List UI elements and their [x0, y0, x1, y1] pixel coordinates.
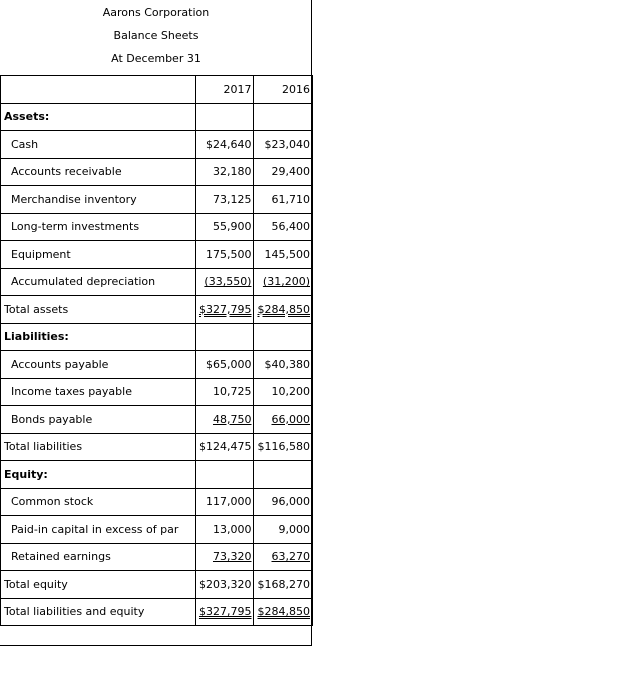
- cell-2016: 56,400: [254, 213, 313, 241]
- row-label: Total assets: [1, 296, 196, 324]
- row-common-stock: [1, 488, 313, 516]
- row-merchandise-inventory: [1, 186, 313, 214]
- row-total-equity: [1, 571, 313, 599]
- cell-2017: 48,750: [212, 412, 252, 426]
- row-accumulated-depreciation: [1, 268, 313, 296]
- cell-2016: $168,270: [254, 571, 313, 599]
- row-accounts-payable: [1, 351, 313, 379]
- row-label: Cash: [1, 131, 196, 159]
- statement-title: Balance Sheets: [113, 29, 199, 42]
- cell-2016: $284,850: [257, 302, 310, 316]
- row-label: Total equity: [1, 571, 196, 599]
- row-label: Accounts receivable: [1, 158, 196, 186]
- row-accounts-receivable: [1, 158, 313, 186]
- cell-2017: (33,550): [204, 275, 252, 289]
- cell-2016: 145,500: [254, 241, 313, 269]
- cell-2016: 29,400: [254, 158, 313, 186]
- row-retained-earnings: [1, 543, 313, 571]
- cell-2016: $40,380: [254, 351, 313, 379]
- row-label: Accounts payable: [1, 351, 196, 379]
- cell-2017: $327,795: [198, 605, 252, 619]
- column-header-2017: 2017: [195, 76, 254, 104]
- cell-2017: $65,000: [195, 351, 254, 379]
- balance-table: [0, 75, 313, 626]
- cell-2016: 9,000: [254, 516, 313, 544]
- row-long-term-investments: [1, 213, 313, 241]
- cell-2016: 96,000: [254, 488, 313, 516]
- cell-2017: [195, 103, 254, 131]
- row-total-assets: [1, 296, 313, 324]
- cell-2017: $327,795: [198, 302, 252, 316]
- row-equipment: [1, 241, 313, 269]
- cell-2017: 73,320: [212, 550, 252, 564]
- cell-2017: $203,320: [195, 571, 254, 599]
- cell-2017: 175,500: [195, 241, 254, 269]
- row-label: Retained earnings: [1, 543, 196, 571]
- statement-date: At December 31: [111, 52, 201, 65]
- row-label: Equity:: [1, 461, 196, 489]
- row-bonds-payable: [1, 406, 313, 434]
- balance-sheet: [0, 0, 312, 646]
- cell-2016: $116,580: [254, 433, 313, 461]
- cell-2017: 73,125: [195, 186, 254, 214]
- cell-2016: 63,270: [271, 550, 310, 564]
- cell-2017: 55,900: [195, 213, 254, 241]
- cell-2017: $24,640: [195, 131, 254, 159]
- cell-2016: [254, 323, 313, 351]
- company-name: Aarons Corporation: [102, 6, 210, 19]
- cell-2016: 61,710: [254, 186, 313, 214]
- row-label: Merchandise inventory: [1, 186, 196, 214]
- row-label: Assets:: [1, 103, 196, 131]
- row-total-liabilities-and-equity: [1, 598, 313, 626]
- row-label: Paid-in capital in excess of par: [1, 516, 196, 544]
- cell-2016: (31,200): [262, 275, 310, 289]
- row-paid-in-capital: [1, 516, 313, 544]
- row-label: Long-term investments: [1, 213, 196, 241]
- cell-2017: 13,000: [195, 516, 254, 544]
- row-income-taxes-payable: [1, 378, 313, 406]
- cell-2017: 32,180: [195, 158, 254, 186]
- cell-2016: 10,200: [254, 378, 313, 406]
- row-label: Income taxes payable: [1, 378, 196, 406]
- section-equity: [1, 461, 313, 489]
- cell-2017: [195, 323, 254, 351]
- cell-2017: 10,725: [195, 378, 254, 406]
- row-label: Total liabilities: [1, 433, 196, 461]
- column-header-row: [1, 76, 313, 104]
- cell-2016: [254, 103, 313, 131]
- row-label: Accumulated depreciation: [1, 268, 196, 296]
- row-label: Equipment: [1, 241, 196, 269]
- row-label: Liabilities:: [1, 323, 196, 351]
- sheet-header: [0, 0, 312, 75]
- cell-2017: 117,000: [195, 488, 254, 516]
- blank-header-cell: [1, 76, 196, 104]
- section-assets: [1, 103, 313, 131]
- row-label: Common stock: [1, 488, 196, 516]
- cell-2016: [254, 461, 313, 489]
- cell-2016: $23,040: [254, 131, 313, 159]
- section-liabilities: [1, 323, 313, 351]
- row-label: Total liabilities and equity: [1, 598, 196, 626]
- row-cash: [1, 131, 313, 159]
- cell-2016: $284,850: [257, 605, 310, 619]
- cell-2016: 66,000: [271, 412, 310, 426]
- row-total-liabilities: [1, 433, 313, 461]
- row-label: Bonds payable: [1, 406, 196, 434]
- column-header-2016: 2016: [254, 76, 313, 104]
- cell-2017: $124,475: [195, 433, 254, 461]
- cell-2017: [195, 461, 254, 489]
